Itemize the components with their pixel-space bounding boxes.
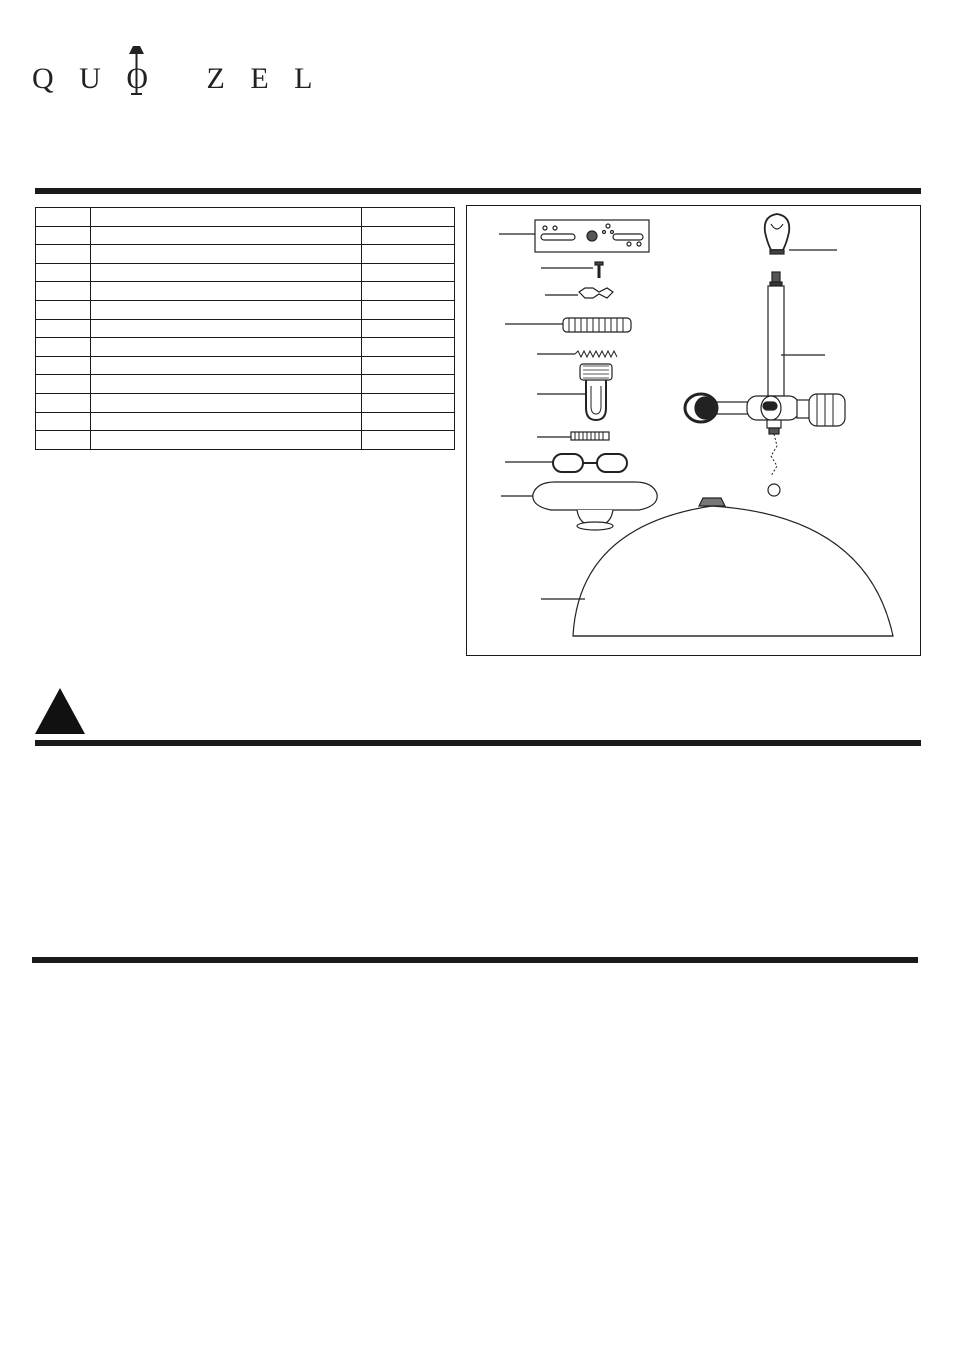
part-description-cell <box>91 319 362 338</box>
section-rule-bottom <box>32 957 918 963</box>
table-row <box>36 263 455 282</box>
part-description-cell <box>91 431 362 450</box>
part-quantity-cell <box>362 375 455 394</box>
part-number-cell <box>36 208 91 227</box>
part-number-cell <box>36 300 91 319</box>
canopy-part <box>533 482 657 530</box>
part-number-cell <box>36 245 91 264</box>
parts-list-table <box>35 207 455 450</box>
part-quantity-cell <box>362 356 455 375</box>
parts-diagram <box>466 205 921 656</box>
part-description-cell <box>91 208 362 227</box>
part-quantity-cell <box>362 300 455 319</box>
part-quantity-cell <box>362 319 455 338</box>
table-row <box>36 356 455 375</box>
screw-part <box>595 262 603 278</box>
part-description-cell <box>91 282 362 301</box>
brand-logo <box>30 40 322 102</box>
part-number-cell <box>36 263 91 282</box>
part-number-cell <box>36 282 91 301</box>
coupling-part <box>579 288 613 298</box>
part-description-cell <box>91 375 362 394</box>
part-number-cell <box>36 319 91 338</box>
part-description-cell <box>91 393 362 412</box>
table-row <box>36 319 455 338</box>
socket-cluster-part <box>685 394 845 496</box>
table-row <box>36 300 455 319</box>
part-description-cell <box>91 300 362 319</box>
part-quantity-cell <box>362 282 455 301</box>
part-description-cell <box>91 263 362 282</box>
logo-wordmark: Q U O Z E L <box>32 62 322 95</box>
threaded-nipple-part <box>563 318 631 332</box>
part-quantity-cell <box>362 245 455 264</box>
table-row <box>36 375 455 394</box>
stem-part <box>768 272 784 396</box>
table-row <box>36 393 455 412</box>
part-description-cell <box>91 412 362 431</box>
part-quantity-cell <box>362 431 455 450</box>
part-number-cell <box>36 338 91 357</box>
table-row <box>36 338 455 357</box>
table-row <box>36 226 455 245</box>
chain-part <box>553 454 627 472</box>
table-row <box>36 431 455 450</box>
table-row <box>36 282 455 301</box>
table-row <box>36 412 455 431</box>
part-number-cell <box>36 412 91 431</box>
part-quantity-cell <box>362 208 455 227</box>
part-description-cell <box>91 226 362 245</box>
crossbar-part <box>535 220 649 252</box>
part-quantity-cell <box>362 393 455 412</box>
section-rule-warning <box>35 740 921 746</box>
section-rule-top <box>35 188 921 194</box>
glass-shade-part <box>573 498 893 636</box>
part-description-cell <box>91 338 362 357</box>
part-number-cell <box>36 431 91 450</box>
part-quantity-cell <box>362 412 455 431</box>
part-number-cell <box>36 356 91 375</box>
warning-triangle-icon <box>35 688 85 734</box>
hook-loop-part <box>580 364 612 420</box>
part-quantity-cell <box>362 226 455 245</box>
part-quantity-cell <box>362 338 455 357</box>
table-row <box>36 245 455 264</box>
spring-part <box>575 351 617 357</box>
table-row <box>36 208 455 227</box>
part-number-cell <box>36 393 91 412</box>
parts-exploded-view <box>467 206 922 657</box>
small-nipple-part <box>571 432 609 440</box>
part-description-cell <box>91 356 362 375</box>
part-quantity-cell <box>362 263 455 282</box>
part-number-cell <box>36 375 91 394</box>
part-description-cell <box>91 245 362 264</box>
finial-part <box>765 214 790 254</box>
part-number-cell <box>36 226 91 245</box>
